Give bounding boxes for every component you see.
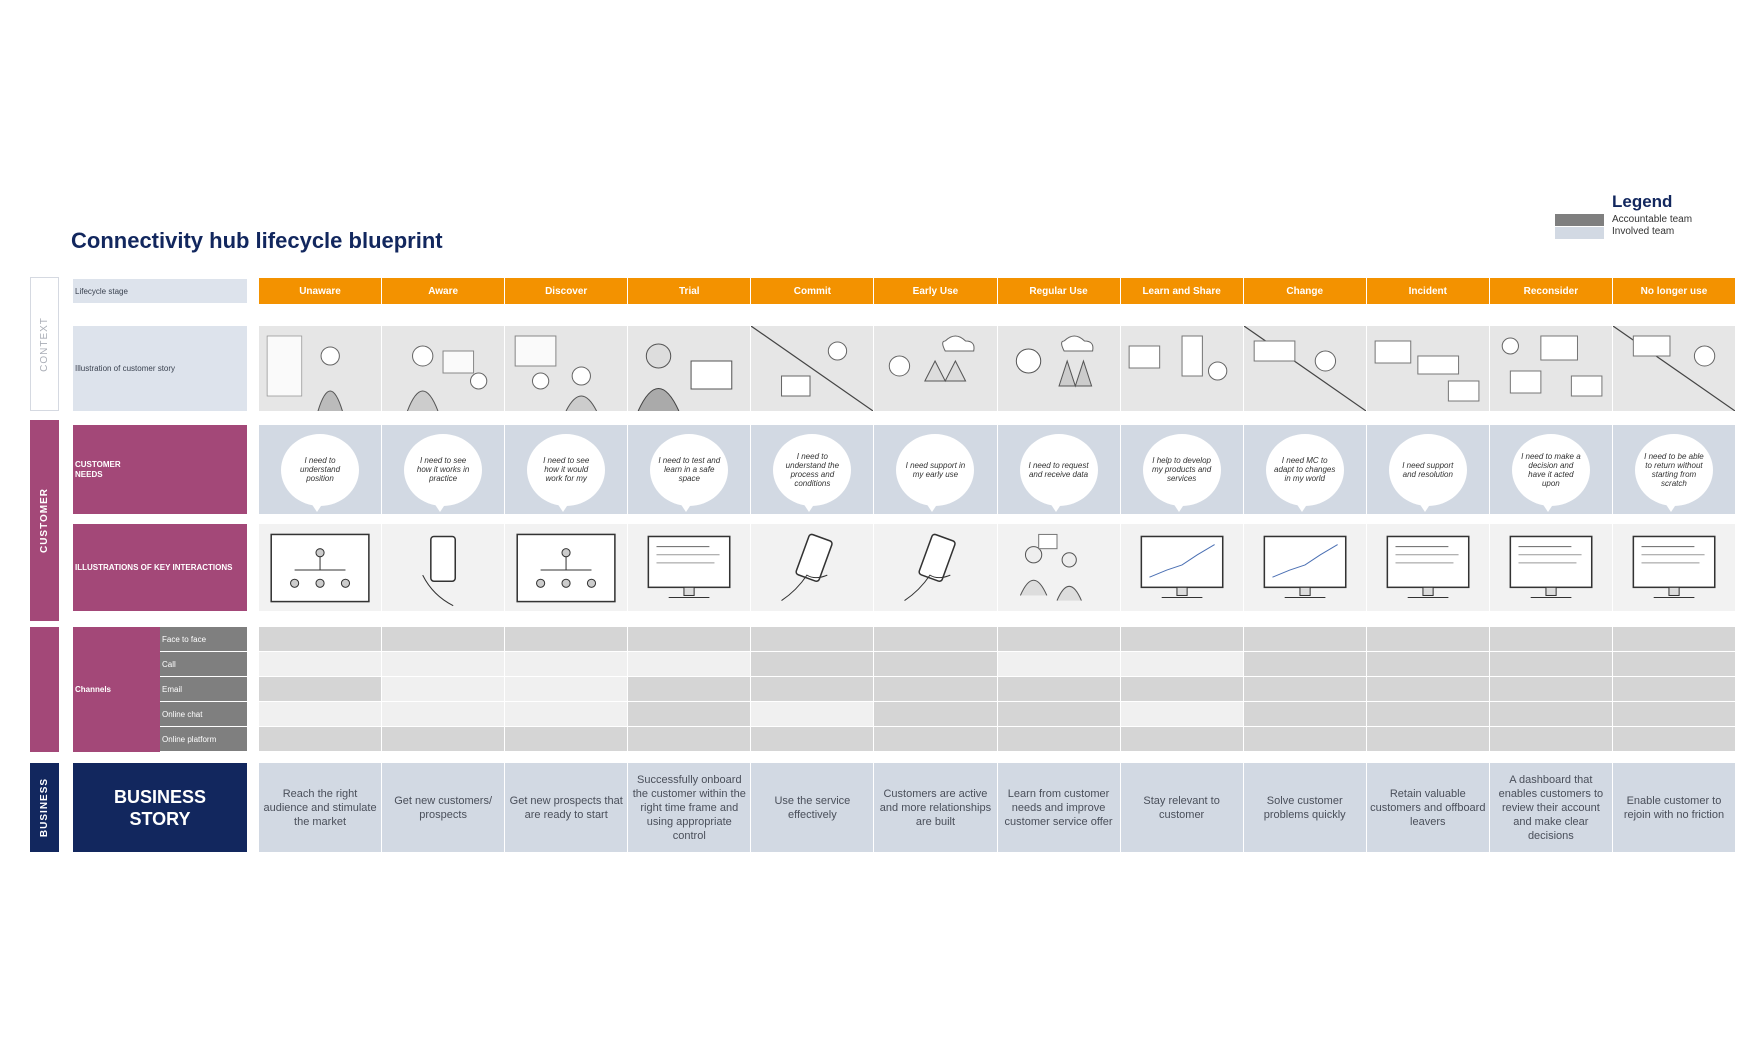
- monitor-icon: [1490, 524, 1612, 611]
- channel-cell: [1613, 677, 1735, 701]
- channels-tab: [30, 627, 59, 752]
- channel-cell: [505, 627, 627, 651]
- customer-story-illustration: [751, 326, 873, 411]
- business-story-cell: Retain valuable customers and offboard leavers: [1367, 763, 1489, 852]
- sketch-illustration: [628, 326, 750, 411]
- stage-header: No longer use: [1613, 278, 1735, 304]
- customer-need-cell: [382, 425, 504, 514]
- channel-cell: [874, 677, 996, 701]
- legend: [1555, 192, 1755, 242]
- legend-swatch-accountable: [1555, 214, 1604, 226]
- customer-story-illustration: [874, 326, 996, 411]
- hand-phone-icon: [874, 524, 996, 611]
- legend-title: Legend: [1612, 192, 1673, 211]
- channel-cell: [382, 702, 504, 726]
- channel-cell: [1367, 677, 1489, 701]
- channel-cell: [1490, 727, 1612, 751]
- key-interaction-cell: [751, 524, 873, 611]
- channel-cell: [628, 652, 750, 676]
- lifecycle-stage-row: [259, 278, 1735, 304]
- customer-need-cell: [998, 425, 1120, 514]
- channel-cell: [1244, 652, 1366, 676]
- channel-cell: [628, 727, 750, 751]
- channel-cell: [874, 652, 996, 676]
- channel-cell: [382, 727, 504, 751]
- business-story-cell: Learn from customer needs and improve customer service offer: [998, 763, 1120, 852]
- key-interaction-cell: [1490, 524, 1612, 611]
- customer-need-cell: [505, 425, 627, 514]
- channel-cell: [1367, 652, 1489, 676]
- key-interaction-cell: [874, 524, 996, 611]
- business-story-cell: Get new prospects that are ready to start: [505, 763, 627, 852]
- channel-row: [259, 627, 1735, 651]
- stage-header: Trial: [628, 278, 750, 304]
- legend-label-accountable: Accountable team: [1612, 214, 1693, 225]
- channel-cell: [998, 727, 1120, 751]
- channel-cell: [1244, 627, 1366, 651]
- stage-header: Unaware: [259, 278, 381, 304]
- sketch-illustration: [1121, 326, 1243, 411]
- channel-label-face-to-face: Face to face: [160, 627, 247, 651]
- speech-bubble: I need to understand position: [281, 434, 359, 506]
- illustration-label: Illustration of customer story: [73, 326, 247, 411]
- channel-cell: [1244, 677, 1366, 701]
- channel-cell: [1490, 677, 1612, 701]
- channel-cell: [998, 652, 1120, 676]
- sketch-illustration: [505, 326, 627, 411]
- key-interaction-cell: [1244, 524, 1366, 611]
- key-interaction-cell: [628, 524, 750, 611]
- diagram-icon: [505, 524, 627, 611]
- channels-label: Channels: [73, 627, 160, 752]
- channel-cell: [1490, 652, 1612, 676]
- business-story-label: BUSINESS STORY: [73, 763, 247, 852]
- stage-header: Discover: [505, 278, 627, 304]
- channel-label-email: Email: [160, 677, 247, 701]
- speech-bubble: I need MC to adapt to changes in my world: [1266, 434, 1344, 506]
- speech-bubble: I need to request and receive data: [1020, 434, 1098, 506]
- monitor-chart-icon: [1244, 524, 1366, 611]
- channel-cell: [1613, 652, 1735, 676]
- stage-header: Early Use: [874, 278, 996, 304]
- channel-row: [259, 727, 1735, 751]
- speech-bubble: I need to understand the process and conditions: [773, 434, 851, 506]
- business-tab: [30, 763, 59, 852]
- people-icon: [998, 524, 1120, 611]
- speech-bubble: I need to be able to return without starting from scratch: [1635, 434, 1713, 506]
- channel-cell: [628, 677, 750, 701]
- speech-bubble: I need support in my early use: [896, 434, 974, 506]
- channel-cell: [1367, 702, 1489, 726]
- customer-needs-label: CUSTOMER NEEDS: [73, 425, 247, 514]
- customer-need-cell: [1244, 425, 1366, 514]
- channel-cell: [259, 727, 381, 751]
- channel-label-online-chat: Online chat: [160, 702, 247, 726]
- sketch-illustration: [1490, 326, 1612, 411]
- stage-header: Reconsider: [1490, 278, 1612, 304]
- customer-tab-label: CUSTOMER: [39, 487, 51, 554]
- channel-label-online-platform: Online platform: [160, 727, 247, 751]
- channel-cell: [259, 677, 381, 701]
- channel-cell: [628, 627, 750, 651]
- business-story-cell: Use the service effectively: [751, 763, 873, 852]
- channel-cell: [874, 702, 996, 726]
- illustration-row: [259, 326, 1735, 411]
- channel-cell: [1367, 627, 1489, 651]
- stage-header: Aware: [382, 278, 504, 304]
- channel-cell: [382, 652, 504, 676]
- channel-cell: [1490, 702, 1612, 726]
- sketch-illustration: [874, 326, 996, 411]
- customer-need-cell: [1490, 425, 1612, 514]
- channel-cell: [751, 702, 873, 726]
- customer-story-illustration: [1613, 326, 1735, 411]
- speech-bubble: I need to test and learn in a safe space: [650, 434, 728, 506]
- channel-cell: [1244, 727, 1366, 751]
- business-story-cell: Solve customer problems quickly: [1244, 763, 1366, 852]
- key-interaction-cell: [1121, 524, 1243, 611]
- channel-row: [259, 652, 1735, 676]
- customer-story-illustration: [628, 326, 750, 411]
- monitor-icon: [628, 524, 750, 611]
- stage-header: Change: [1244, 278, 1366, 304]
- speech-bubble: I need to make a decision and have it acted upon: [1512, 434, 1590, 506]
- channel-cell: [1367, 727, 1489, 751]
- customer-needs-row: [259, 425, 1735, 514]
- channel-cell: [505, 652, 627, 676]
- customer-need-cell: [259, 425, 381, 514]
- customer-story-illustration: [1490, 326, 1612, 411]
- business-story-cell: A dashboard that enables customers to review their account and make clear decisions: [1490, 763, 1612, 852]
- business-story-cell: Reach the right audience and stimulate the market: [259, 763, 381, 852]
- key-interaction-cell: [382, 524, 504, 611]
- context-tab: [30, 277, 59, 411]
- key-interaction-cell: [998, 524, 1120, 611]
- channel-cell: [259, 652, 381, 676]
- channel-cell: [1244, 702, 1366, 726]
- channel-cell: [874, 727, 996, 751]
- stage-header: Regular Use: [998, 278, 1120, 304]
- channel-label-call: Call: [160, 652, 247, 676]
- speech-bubble: I need to see how it works in practice: [404, 434, 482, 506]
- speech-bubble: I need support and resolution: [1389, 434, 1467, 506]
- sketch-illustration: [382, 326, 504, 411]
- sketch-illustration: [1613, 326, 1735, 411]
- channel-cell: [751, 677, 873, 701]
- customer-story-illustration: [1121, 326, 1243, 411]
- channel-cell: [259, 627, 381, 651]
- channel-cell: [998, 627, 1120, 651]
- legend-label-involved: Involved team: [1612, 226, 1675, 237]
- business-story-cell: Enable customer to rejoin with no friction: [1613, 763, 1735, 852]
- key-interactions-row: [259, 524, 1735, 611]
- customer-story-illustration: [998, 326, 1120, 411]
- channel-cell: [1121, 677, 1243, 701]
- hand-phone-icon: [751, 524, 873, 611]
- channel-cell: [259, 702, 381, 726]
- business-story-cell: Get new customers/ prospects: [382, 763, 504, 852]
- stage-header: Incident: [1367, 278, 1489, 304]
- monitor-icon: [1367, 524, 1489, 611]
- business-story-cell: Successfully onboard the customer within the right time frame and using appropriate control: [628, 763, 750, 852]
- business-story-cell: Stay relevant to customer: [1121, 763, 1243, 852]
- phone-icon: [382, 524, 504, 611]
- key-interaction-cell: [259, 524, 381, 611]
- channel-cell: [1121, 727, 1243, 751]
- key-interaction-cell: [1367, 524, 1489, 611]
- key-interaction-cell: [505, 524, 627, 611]
- legend-swatch-involved: [1555, 227, 1604, 239]
- channel-cell: [1490, 627, 1612, 651]
- customer-need-cell: [751, 425, 873, 514]
- channel-cell: [751, 627, 873, 651]
- customer-story-illustration: [259, 326, 381, 411]
- channel-cell: [998, 702, 1120, 726]
- channel-cell: [1121, 702, 1243, 726]
- business-tab-label: BUSINESS: [39, 777, 50, 838]
- business-story-row: [259, 763, 1735, 852]
- channel-cell: [998, 677, 1120, 701]
- speech-bubble: I need to see how it would work for my: [527, 434, 605, 506]
- channel-cell: [505, 677, 627, 701]
- sketch-illustration: [1367, 326, 1489, 411]
- diagram-icon: [259, 524, 381, 611]
- customer-need-cell: [874, 425, 996, 514]
- customer-story-illustration: [1367, 326, 1489, 411]
- stage-header: Commit: [751, 278, 873, 304]
- customer-need-cell: [628, 425, 750, 514]
- key-interaction-cell: [1613, 524, 1735, 611]
- channel-cell: [1613, 702, 1735, 726]
- channel-cell: [1613, 627, 1735, 651]
- customer-need-cell: [1613, 425, 1735, 514]
- page-title: Connectivity hub lifecycle blueprint: [71, 228, 443, 253]
- key-interactions-label: ILLUSTRATIONS OF KEY INTERACTIONS: [73, 524, 247, 611]
- sketch-illustration: [259, 326, 381, 411]
- channel-cell: [382, 627, 504, 651]
- channel-cell: [1121, 652, 1243, 676]
- channel-cell: [751, 652, 873, 676]
- channel-cell: [1613, 727, 1735, 751]
- sketch-illustration: [998, 326, 1120, 411]
- monitor-icon: [1613, 524, 1735, 611]
- channel-cell: [1121, 627, 1243, 651]
- customer-story-illustration: [505, 326, 627, 411]
- channel-cell: [628, 702, 750, 726]
- channel-row: [259, 677, 1735, 701]
- context-tab-label: CONTEXT: [39, 316, 50, 372]
- business-story-cell: Customers are active and more relationships are built: [874, 763, 996, 852]
- channel-cell: [505, 727, 627, 751]
- channel-cell: [505, 702, 627, 726]
- channel-cell: [751, 727, 873, 751]
- customer-story-illustration: [382, 326, 504, 411]
- stage-header: Learn and Share: [1121, 278, 1243, 304]
- channel-cell: [874, 627, 996, 651]
- channel-row: [259, 702, 1735, 726]
- lifecycle-stage-label: Lifecycle stage: [73, 279, 247, 303]
- monitor-chart-icon: [1121, 524, 1243, 611]
- sketch-illustration: [751, 326, 873, 411]
- customer-need-cell: [1121, 425, 1243, 514]
- customer-need-cell: [1367, 425, 1489, 514]
- channel-cell: [382, 677, 504, 701]
- speech-bubble: I help to develop my products and services: [1143, 434, 1221, 506]
- customer-tab: [30, 420, 59, 621]
- customer-story-illustration: [1244, 326, 1366, 411]
- sketch-illustration: [1244, 326, 1366, 411]
